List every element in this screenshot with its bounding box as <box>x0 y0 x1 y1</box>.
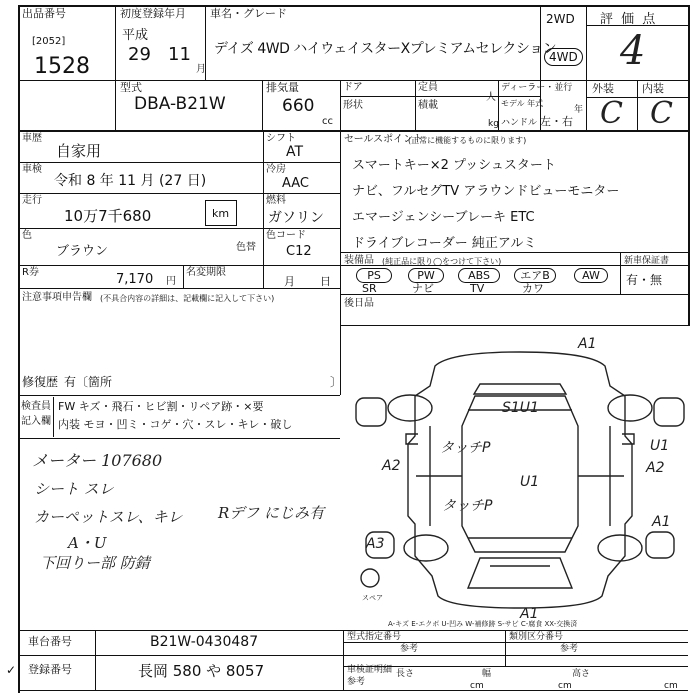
row-line <box>343 666 688 667</box>
row-line <box>18 690 688 691</box>
mark-a1-front: A1 <box>578 336 597 352</box>
month-unit: 月 <box>196 64 206 75</box>
width-label: 幅 <box>482 669 492 679</box>
equip-abs: ABS <box>458 268 500 283</box>
note-au: A・U <box>68 534 107 552</box>
inspector-label2: 記入欄 <box>21 416 51 427</box>
mark-a2-left: A2 <box>382 458 401 474</box>
repair-label: 修復歴 <box>22 375 59 389</box>
inspector-line2: 内装 モヨ・凹ミ・コゲ・穴・スレ・キレ・破し <box>58 418 293 431</box>
model-grade-label: 車名・グレード <box>210 7 287 20</box>
equip-tv: TV <box>470 282 485 295</box>
inspector-label: 検査員 <box>21 401 51 412</box>
warranty-value: 有・無 <box>626 273 663 287</box>
equip-leather: カワ <box>522 282 544 295</box>
row-line <box>18 193 340 194</box>
cm-unit-3: cm <box>664 681 678 691</box>
inspection-value: 令和 8 年 11 月 (27 日) <box>54 173 207 189</box>
row-line <box>18 655 688 656</box>
color-code-label: 色コード <box>266 230 306 241</box>
col-line <box>262 80 263 131</box>
capacity-label: 定員 <box>418 82 438 93</box>
dealer-label: ディーラー・並行 <box>501 83 573 93</box>
equip-airbag: エアB <box>514 268 556 283</box>
col-line <box>95 630 96 690</box>
fuel-value: ガソリン <box>268 210 324 226</box>
color-code: C12 <box>286 244 312 259</box>
reg-year: 29 <box>128 44 151 65</box>
mark-a1-rear: A1 <box>520 606 539 622</box>
row-line <box>340 294 690 295</box>
col-line <box>415 80 416 131</box>
history-label: 車歴 <box>22 133 42 144</box>
col-line <box>343 630 344 690</box>
handle-label: ハンドル <box>501 118 538 128</box>
row-line <box>340 252 690 253</box>
displacement-label: 排気量 <box>266 81 299 94</box>
row-line <box>18 438 340 439</box>
ref-2: 参考 <box>560 644 579 654</box>
meter-change-label: 名変期限 <box>186 267 226 278</box>
row-line <box>18 228 340 229</box>
reg-label: 登録番号 <box>28 663 72 676</box>
car-diagram <box>340 326 690 630</box>
equip-ps: PS <box>356 268 392 283</box>
ac-value: AAC <box>282 176 309 191</box>
mark-a1-right: A1 <box>652 514 671 530</box>
ref-3: 参考 <box>347 677 366 687</box>
load-label: 積載 <box>418 100 438 111</box>
note-underbody: 下回りー部 防錆 <box>40 554 150 572</box>
mileage-label: 走行 <box>22 195 42 206</box>
person-unit: 人 <box>486 92 496 103</box>
year-unit: 年 <box>574 105 584 115</box>
chassis-value: B21W-0430487 <box>150 634 259 650</box>
first-reg-label: 初度登録年月 <box>120 7 186 20</box>
model-code-label: 型式 <box>120 81 142 94</box>
equip-navi: ナビ <box>412 282 434 295</box>
col-line <box>540 5 541 131</box>
cm-unit-1: cm <box>470 681 484 691</box>
cc-unit: cc <box>322 116 333 127</box>
ref-1: 参考 <box>400 644 419 654</box>
warranty-label: 新車保証書 <box>624 256 670 266</box>
mark-touch-p-rear: タッチP <box>442 498 493 514</box>
sales-label: セールスポイント <box>344 134 424 145</box>
era: 平成 <box>122 28 149 43</box>
col-line <box>586 5 587 131</box>
height-label: 高さ <box>572 669 591 679</box>
doors-label: ドア <box>343 82 363 93</box>
lot-number: 1528 <box>34 54 90 79</box>
mileage-value: 10万7千680 <box>64 207 152 225</box>
interior-label: 内装 <box>642 82 664 95</box>
note-seat: シート スレ <box>34 480 114 498</box>
drive-4wd: 4WD <box>544 48 583 66</box>
mark-a3-left: A3 <box>366 536 385 552</box>
col-line <box>637 80 638 131</box>
exterior-label: 外装 <box>592 82 614 95</box>
cm-unit-2: cm <box>558 681 572 691</box>
eval-label: 評 価 点 <box>600 12 658 27</box>
note-meter: メーター 107680 <box>32 451 163 470</box>
history-value: 自家用 <box>56 142 102 160</box>
inspector-line1: FW キズ・飛石・ヒビ割・リペア跡・×要 <box>58 400 264 413</box>
cert-label: 車検証明細 <box>347 665 393 675</box>
col-line <box>183 265 184 288</box>
mark-s1u1-roof: S1U1 <box>502 400 539 416</box>
col-line <box>53 397 54 437</box>
chassis-label: 車台番号 <box>28 635 72 648</box>
check-mark: ✓ <box>6 663 17 677</box>
sales-line: ナビ、フルセグTV アラウンドビューモニター <box>352 184 620 199</box>
sales-line: エマージェンシーブレーキ ETC <box>352 210 535 225</box>
sales-line: スマートキー×2 プッシュスタート <box>352 158 556 173</box>
fuel-label: 燃料 <box>266 195 286 206</box>
row-line <box>586 80 690 81</box>
sales-line: ドライブレコーダー 純正アルミ <box>352 236 537 251</box>
class-label: 類別区分番号 <box>509 632 564 642</box>
length-label: 長さ <box>396 669 415 679</box>
equip-sr: SR <box>362 282 377 295</box>
recycle-value: 7,170 <box>116 272 154 287</box>
ac-label: 冷房 <box>266 164 286 175</box>
row-line <box>18 162 340 163</box>
repair-value: 有〔箇所 <box>64 375 113 389</box>
mark-touch-p-front: タッチP <box>440 440 491 456</box>
meter-month: 月 <box>284 275 295 288</box>
handle-value: 左・右 <box>540 115 573 128</box>
col-line <box>505 630 506 666</box>
mark-a2-right: A2 <box>646 460 665 476</box>
equip-pw: PW <box>408 268 444 283</box>
color-label: 色 <box>22 230 32 241</box>
col-line <box>115 5 116 131</box>
mark-u1-right: U1 <box>650 438 670 454</box>
displacement: 660 <box>282 96 315 116</box>
kg-unit: kg <box>488 119 499 129</box>
inspection-label: 車検 <box>22 164 42 175</box>
model-code: DBA-B21W <box>134 94 226 114</box>
color-swap-label: 色替 <box>236 242 256 253</box>
equip-aw: AW <box>574 268 608 283</box>
lot-sub: [2052] <box>32 36 66 47</box>
equipment-label: 装備品 <box>344 255 374 266</box>
interior-grade: C <box>650 96 673 131</box>
row-line <box>18 395 340 396</box>
color-value: ブラウン <box>56 244 109 259</box>
mark-u1-center: U1 <box>520 474 540 490</box>
exterior-grade: C <box>600 96 623 131</box>
shape-label: 形状 <box>343 100 363 111</box>
eval-score: 4 <box>620 28 646 74</box>
post-label: 後日品 <box>344 298 374 309</box>
reg-value: 長岡 580 や 8057 <box>138 662 265 680</box>
yen-unit: 円 <box>166 276 176 287</box>
row-line <box>340 96 540 97</box>
reg-month: 11 <box>168 44 191 65</box>
row-line <box>18 130 690 132</box>
lot-label: 出品番号 <box>22 7 66 20</box>
frame-left <box>18 5 20 693</box>
note-rdiff: Rデフ にじみ有 <box>218 504 325 522</box>
equipment-sub: (純正品に限り◯をつけて下さい) <box>382 257 502 266</box>
km-unit: km <box>212 207 230 220</box>
repair-close: 〕 <box>330 375 343 389</box>
sales-sub: (正常に機能するものに限ります) <box>408 136 527 145</box>
model-year-label: モデル 年式 <box>501 99 544 108</box>
notes-sub: (不具合内容の詳細は、記載欄に記入して下さい) <box>100 294 275 303</box>
note-carpet: カーペットスレ、キレ <box>34 508 183 526</box>
recycle-label: R券 <box>22 267 39 278</box>
model-grade: デイズ 4WD ハイウェイスターXプレミアムセレクション <box>214 41 557 57</box>
frame-right-top <box>688 5 690 325</box>
shift-label: シフト <box>266 133 296 144</box>
diagram-legend: A-キズ E-エクボ U-凹み W-補修跡 S-サビ C-腐食 XX-交換済 <box>388 620 578 628</box>
spare-label: スペア <box>362 594 383 602</box>
drive-2wd: 2WD <box>546 12 575 26</box>
notes-label: 注意事項申告欄 <box>22 292 92 303</box>
frame-top <box>18 5 690 7</box>
col-line <box>340 80 341 131</box>
col-line <box>620 252 621 294</box>
meter-day: 日 <box>320 275 331 288</box>
row-line <box>18 288 340 289</box>
dims-label: 型式指定番号 <box>347 632 402 642</box>
shift-value: AT <box>286 144 304 160</box>
